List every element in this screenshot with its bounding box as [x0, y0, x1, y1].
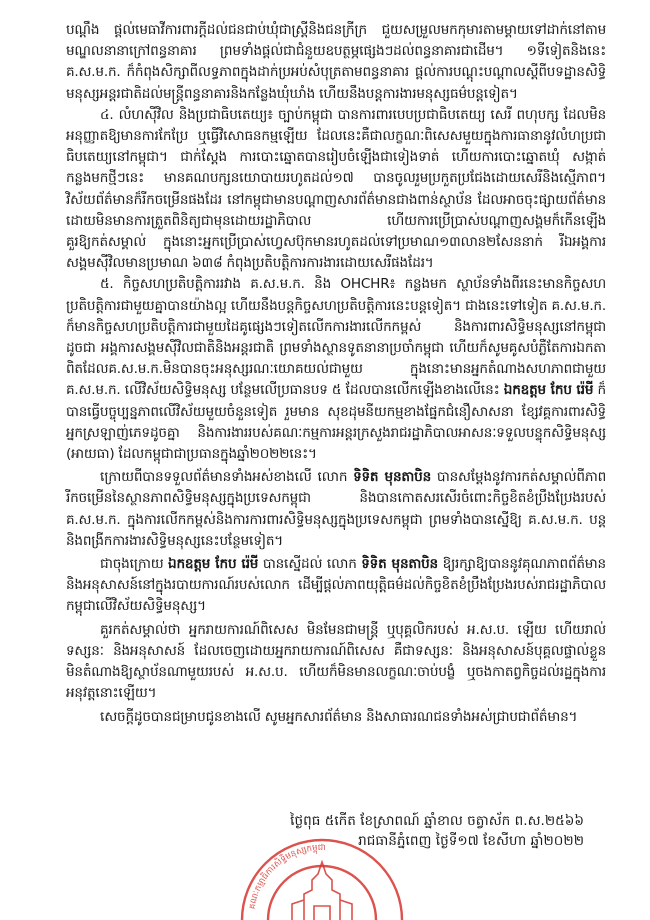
official-seal-icon — [232, 834, 412, 920]
paragraph-text: ក្រោយពីបានទទួលព័ត៌មានទាំងអស់ខាងលើ លោក — [100, 469, 354, 486]
svg-text:គណៈកម្មាធិការសិទ្ធិមនុស្សកម្ពុ — [248, 843, 326, 910]
paragraph-p7 — [66, 554, 606, 618]
person-name: ឯកឧត្ដម កែប រ៉េមី — [503, 382, 594, 399]
paragraph-text: ឱ្យរក្សាឱ្យបាននូវគុណភាពព័ត៌មាន និងអនុសាសន៍នៅក្នុងរបាយការណ៍របស់លោក ដើម្បីផ្ដល់ភាពយុត្តិធម៌ដល់កិច្ចខិតខំប្រឹងប្រែងរបស់រាជរដ្ឋាភិបាលកម្ពុជាលើវិស័យសិទ្ធិមនុស្ស។ — [66, 556, 606, 615]
paragraph-text: ៥. កិច្ចសហប្រតិបត្តិការរវាង គ.ស.ម.ក. និង OHCHR៖ កន្លងមក ស្ថាប័នទាំងពីរនេះមានកិច្ចសហប្រតិបត្តិការជាមួយគ្នាបានយ៉ាងល្អ ហើយនឹងបន្តកិច្ចសហប្រតិបត្តិការនេះបន្តទៀត។ ជាងនេះទៅទៀត គ.ស.ម.ក. ក៏មានកិច្ចសហប្រតិបត្តិការជាមួយដៃគូផ្សេងៗទៀតលើកការងារលើកកម្ពស់ និងការពារសិទ្ធិមនុស្សនៅកម្ពុជាដូចជា អង្គការសង្គមសុីវិលជាតិនិងអន្តរជាតិ ព្រមទាំងស្ថានទូតនានាប្រចាំកម្ពុជា ហើយក៏សូមគូសបំភ្លឺតែការឯកតាពិតដែលគ.ស.ម.ក.មិនបានចុះអនុស្សរណៈយោគយល់ជាមួយ ក្នុងនោះមានអ្នកតំណាងសហភាពជាមួយ គ.ស.ម.ក. លើវិស័យសិទ្ធិមនុស្ស បន្ថែមលើប្រធានបទ ៥ ដែលបានលើកឡើងខាងលើនេះ — [66, 276, 606, 399]
paragraph-text: ជាចុងក្រោយ — [100, 556, 169, 573]
paragraph-p5 — [66, 274, 606, 465]
paragraph-text: ក៏បានធ្វើបច្ចុប្បន្នភាពលើវិស័យមួយចំនួនទៀត រួមមាន សុខដុមនីយកម្មខាងផ្នែកជំនឿសាសនា ខ្សែវគ្គការពារសិទ្ធិអ្នកស្រឡាញ់ភេទដូចគ្នា និងការងាររបស់គណៈកម្មការអន្តរក្រសួងរាជរដ្ឋាភិបាលអាសនៈទទួលបន្ទុកសិទ្ធិមនុស្ស (អាយធា) ដែលកម្ពុជាជាប្រធានក្នុងឆ្នាំ២០២២នេះ។ — [66, 382, 606, 463]
seal-text: គណៈកម្មាធិការសិទ្ធិមនុស្សកម្ពុជា — [247, 842, 326, 910]
paragraph-text: បានស្នើដល់ លោក — [258, 556, 362, 573]
paragraph-text: សេចក្ដីដូចបានជម្រាបជូនខាងលើ សូមអ្នកសារព័ត៌មាន និងសាធារណជនទាំងអស់ជ្រាបជាព័ត៌មាន។ — [100, 708, 578, 725]
person-name: ឯកឧត្ដម កែប រ៉េមី — [168, 556, 259, 573]
paragraph-p9 — [66, 707, 606, 728]
lunar-date-line: ថ្ងៃពុធ ៥កើត ខែស្រាពណ៍ ឆ្នាំខាល ចត្វាស័ក ព.ស.២៥៦៦ — [290, 813, 584, 829]
paragraph-text: បណ្ដឹង ផ្ដល់មេធាវីការពារក្ដីដល់ជនជាប់ឃុំជាស្ត្រីនិងជនក្រីក្រ ជួយសម្រួលមកកុមារតាមម្ដាយទៅដាក់នៅតាមមណ្ឌលនានាក្រៅពន្ធនាគារ ព្រមទាំងផ្ដល់ជាជំនួយឧបត្ថម្ភផ្សេងៗដល់ពន្ធនាគារជាដើម។ ១ទីទៀតនិងនេះ គ.ស.ម.ក. ក៏កំពុងសិក្សាពីលទ្ធភាពក្នុងដាក់ប្រអប់សំបុត្រតាមពន្ធនាគារ ផ្ដល់ការបណ្ដុះបណ្ដាលស្ដីពីបទដ្ឋានសិទ្ធិមនុស្សអន្តរជាតិដល់មន្ត្រីពន្ធនាគារនិងកន្លែងឃុំឃាំង ហើយនឹងបន្តការងារមនុស្សធម៌បន្តទៀត។ — [66, 22, 606, 102]
document-body — [66, 20, 606, 728]
paragraph-p8 — [66, 620, 606, 705]
paragraph-text: បានសម្ដែងនូវការកត់សម្គាល់ពីភាពរីកចម្រើននៃស្ថានភាពសិទ្ធិមនុស្សក្នុងប្រទេសកម្ពុជា និងបានកោតសរសើរចំពោះកិច្ចខិតខំប្រឹងប្រែងរបស់ គ.ស.ម.ក. ក្នុងការលើកកម្ពស់និងការការពារសិទ្ធិមនុស្សក្នុងប្រទេសកម្ពុជា ព្រមទាំងបានស្នើឱ្យ គ.ស.ម.ក. បន្តនិងពង្រីកការងារសិទ្ធិមនុស្សនេះបន្ថែមទៀត។ — [66, 469, 607, 549]
place-date-line: រាជធានីភ្នំពេញ ថ្ងៃទី១៧ ខែសីហា ឆ្នាំ២០២២ — [358, 833, 584, 849]
paragraph-text: ៤. លំហសុីវិល និងប្រជាធិបតេយ្យ៖ ច្បាប់កម្ពុជា បានការពារបេបប្រជាធិបតេយ្យ សេរី ពហុបក្ស ដែលមិនអនុញ្ញាតឱ្យមានការកែប្រែ ឬធ្វើវិសោធនកម្មឡើយ ដែលនេះគឺជាលក្ខណៈពិសេសមួយក្នុងការធានានូវលំហប្រជាធិបតេយ្យនៅកម្ពុជា។ ជាក់ស្ដែង ការបោះឆ្នោតបានរៀបចំឡើងជាទៀងទាត់ ហើយការបោះឆ្នោតឃុំ សង្កាត់កន្លងមកថ្មីៗនេះ មានគណបក្សនយោបាយរហូតដល់១៧ បានចូលរួមប្រកួតប្រជែងដោយសេរីនិងស្មើភាព។ វិស័យព័ត៌មានក៏រីកចម្រើនផងដែរ នៅកម្ពុជាមានបណ្ដាញសារព័ត៌មានជាងពាន់ស្ថាប័ន ដែលអាចចុះផ្សាយព័ត៌មានដោយមិនមានការត្រួតពិនិត្យជាមុនដោយរដ្ឋាភិបាល ហើយការប្រើប្រាស់បណ្ដាញសង្គមក៏កើនឡើងគួរឱ្យកត់សម្គាល់ ក្នុងនោះអ្នកប្រើប្រាស់ហ្វេសប៊ុកមានរហូតដល់ទៅប្រមាណ១៣លាន២សែននាក់ រីឯអង្គការសង្គមសុីវិលមានប្រមាណ ៦៣៨ កំពុងប្រតិបត្តិការការងារដោយសេរីផងដែរ។ — [66, 106, 606, 272]
person-name: ទិទិត មុនតាបិន — [361, 556, 438, 573]
person-name: ទិទិត មុនតាបិន — [353, 469, 432, 486]
paragraph-p1-cont — [66, 20, 606, 105]
paragraph-text: គួរកត់សម្គាល់ថា អ្នករាយការណ៍ពិសេស មិនមែនជាមន្ត្រី ឬបុគ្គលិករបស់ អ.ស.ប. ឡើយ ហើយរាល់ទស្សនៈ និងអនុសាសន៍ ដែលចេញដោយអ្នករាយការណ៍ពិសេស គឺជាទស្សនៈ និងអនុសាសន៍បុគ្គលផ្ទាល់ខ្លួន មិនតំណាងឱ្យស្ថាប័នណាមួយរបស់ អ.ស.ប. ហើយក៏មិនមានលក្ខណៈចាប់បង្ខំ ឬចងកាតព្វកិច្ចដល់រដ្ឋក្នុងការអនុវត្តនោះឡើយ។ — [66, 621, 606, 702]
paragraph-p4 — [66, 105, 606, 275]
paragraph-p6 — [66, 467, 606, 552]
